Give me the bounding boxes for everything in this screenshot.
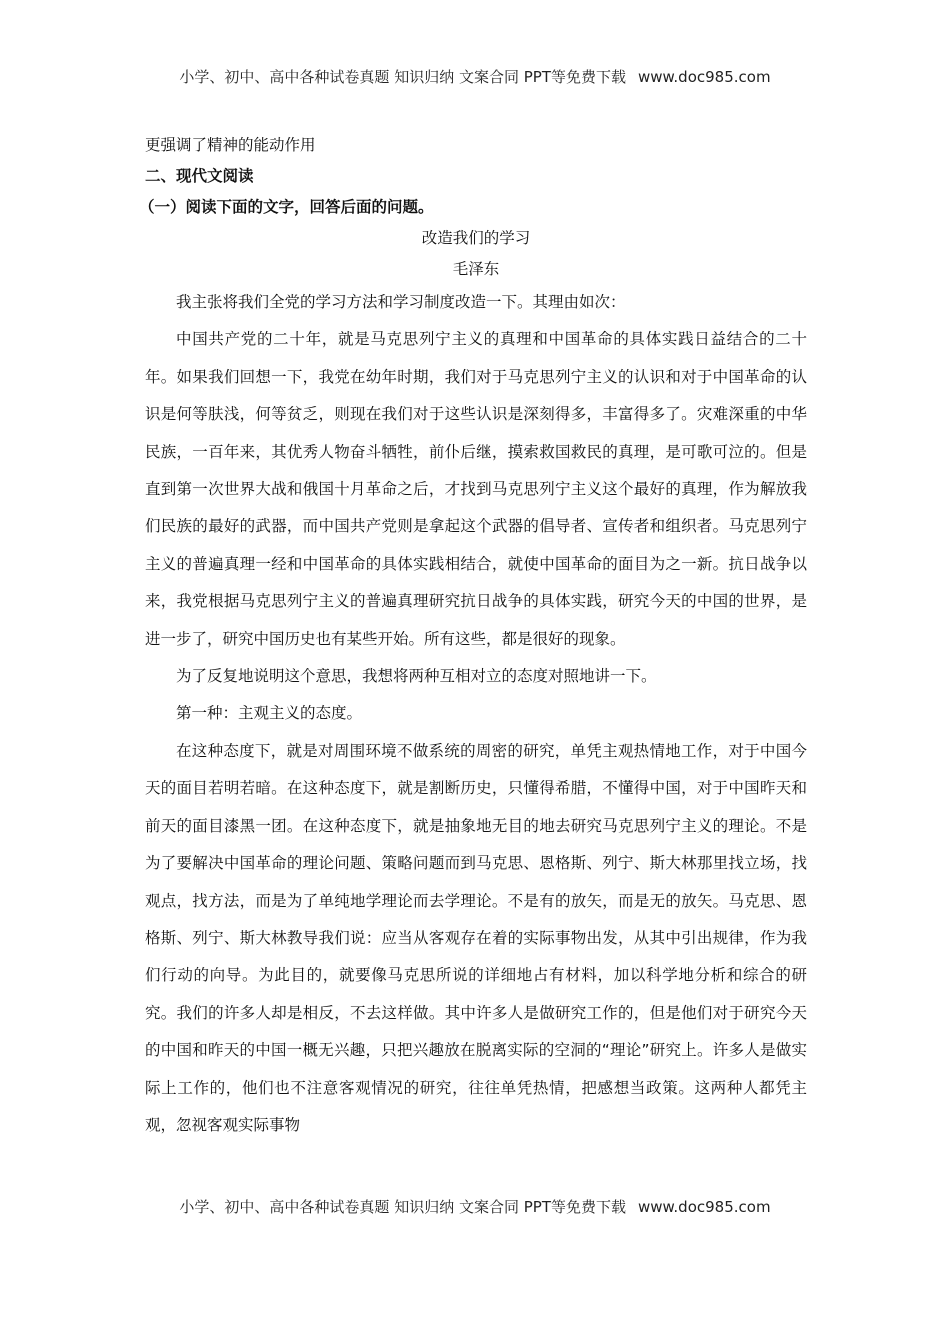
section-heading: 二、现代文阅读 <box>145 167 254 185</box>
lead-line: 更强调了精神的能动作用 <box>145 136 316 154</box>
header-banner-url[interactable]: www.doc985.com <box>637 68 771 86</box>
footer-banner-url[interactable]: www.doc985.com <box>637 1198 771 1216</box>
article-author: 毛泽东 <box>452 260 500 278</box>
footer-banner <box>0 1196 950 1217</box>
paragraph-4: 第一种：主观主义的态度。 <box>176 704 363 723</box>
paragraph-1: 我主张将我们全党的学习方法和学习制度改造一下。其理由如次： <box>176 293 626 311</box>
footer-banner-text: 小学、初中、高中各种试卷真题 知识归纳 文案合同 PPT等免费下载 <box>179 1198 626 1216</box>
paragraph-5: 在这种态度下，就是对周围环境不做系统的周密的研究，单凭主观热情地工作，对于中国今天的面目若明若暗。在这种态度下，就是割断历史，只懂得希腊，不懂得中国，对于中国昨天和前天的面目漆黑一团。在这种态度下，就是抽象地无目的地去研究马克思列宁主义的理论。不是为了要解决中国革命的理论问题、策略问题而到马克思、恩格斯、列宁、斯大林那里找立场，找观点，找方法，而是为了单纯地学理论而去学理论。不是有的放矢，而是无的放矢。马克思、恩格斯、列宁、斯大林教导我们说：应当从客观存在着的实际事物出发，从其中引出规律，作为我们行动的向导。为此目的，就要像马克思所说的详细地占有材料，加以科学地分析和综合的研究。我们的许多人却是相反，不去这样做。其中许多人是做研究工作的，但是他们对于研究今天的中国和昨天的中国一概无兴趣，只把兴趣放在脱离实际的空洞的“理论”研究上。许多人是做实际上工作的，他们也不注意客观情况的研究，往往单凭热情，把感想当政策。这两种人都凭主观，忽视客观实际事物 <box>145 741 807 1134</box>
paragraph-3: 为了反复地说明这个意思，我想将两种互相对立的态度对照地讲一下。 <box>176 667 657 686</box>
header-banner <box>0 66 950 87</box>
header-banner-text: 小学、初中、高中各种试卷真题 知识归纳 文案合同 PPT等免费下载 <box>179 68 626 86</box>
article-title: 改造我们的学习 <box>421 229 531 247</box>
paragraph-2: 中国共产党的二十年，就是马克思列宁主义的真理和中国革命的具体实践日益结合的二十年。如果我们回想一下，我党在幼年时期，我们对于马克思列宁主义的认识和对于中国革命的认识是何等肤浅，何等贫乏，则现在我们对于这些认识是深刻得多，丰富得多了。灾难深重的中华民族，一百年来，其优秀人物奋斗牺牲，前仆后继，摸索救国救民的真理，是可歌可泣的。但是直到第一次世界大战和俄国十月革命之后，才找到马克思列宁主义这个最好的真理，作为解放我们民族的最好的武器，而中国共产党则是拿起这个武器的倡导者、宣传者和组织者。马克思列宁主义的普遍真理一经和中国革命的具体实践相结合，就使中国革命的面目为之一新。抗日战争以来，我党根据马克思列宁主义的普遍真理研究抗日战争的具体实践，研究今天的中国的世界，是进一步了，研究中国历史也有某些开始。所有这些，都是很好的现象。 <box>145 330 807 648</box>
subsection-heading: （一）阅读下面的文字，回答后面的问题。 <box>139 198 434 216</box>
document-body <box>139 133 807 1144</box>
